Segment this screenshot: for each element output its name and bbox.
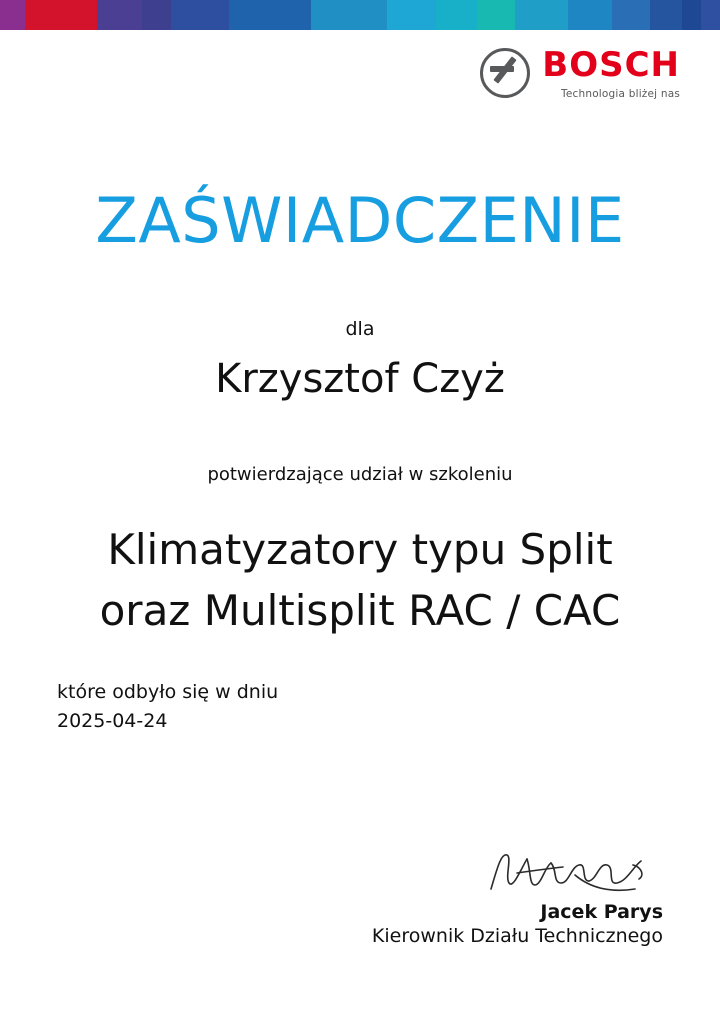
top-bar-segment-10 (515, 0, 568, 30)
course-title-line-2: oraz Multisplit RAC / CAC (99, 585, 621, 635)
recipient-name: Krzysztof Czyż (215, 356, 505, 402)
top-bar-segment-8 (436, 0, 478, 30)
date-value: 2025-04-24 (57, 709, 168, 732)
top-bar-segment-6 (311, 0, 387, 30)
course-title-line-1: Klimatyzatory typu Split (107, 525, 613, 574)
top-bar-segment-0 (0, 0, 25, 30)
top-bar-segment-1 (25, 0, 97, 30)
bosch-logo-text (542, 45, 680, 100)
top-color-bar (0, 0, 720, 30)
top-bar-segment-13 (650, 0, 682, 30)
top-bar-segment-9 (477, 0, 515, 30)
signatory-role: Kierownik Działu Technicznego (371, 925, 663, 947)
date-block (57, 678, 278, 735)
top-bar-segment-15 (701, 0, 720, 30)
course-title (0, 520, 720, 642)
handwritten-signature-icon (483, 845, 653, 899)
top-bar-segment-2 (97, 0, 142, 30)
top-bar-segment-11 (568, 0, 612, 30)
brand-tagline: Technologia bliżej nas (561, 88, 680, 100)
top-bar-segment-14 (682, 0, 701, 30)
confirmation-line: potwierdzające udział w szkoleniu (207, 464, 513, 485)
date-label: które odbyło się w dniu (57, 681, 279, 703)
top-bar-segment-12 (612, 0, 650, 30)
bosch-logo (480, 45, 680, 100)
for-label: dla (345, 318, 375, 340)
top-bar-segment-3 (142, 0, 170, 30)
top-bar-segment-4 (171, 0, 230, 30)
top-bar-segment-7 (387, 0, 436, 30)
bosch-anchor-icon (480, 48, 530, 98)
signature-block (243, 845, 663, 947)
signatory-name: Jacek Parys (540, 901, 663, 923)
brand-name: BOSCH (542, 45, 680, 85)
top-bar-segment-5 (229, 0, 310, 30)
certificate-title: ZAŚWIADCZENIE (95, 184, 625, 257)
